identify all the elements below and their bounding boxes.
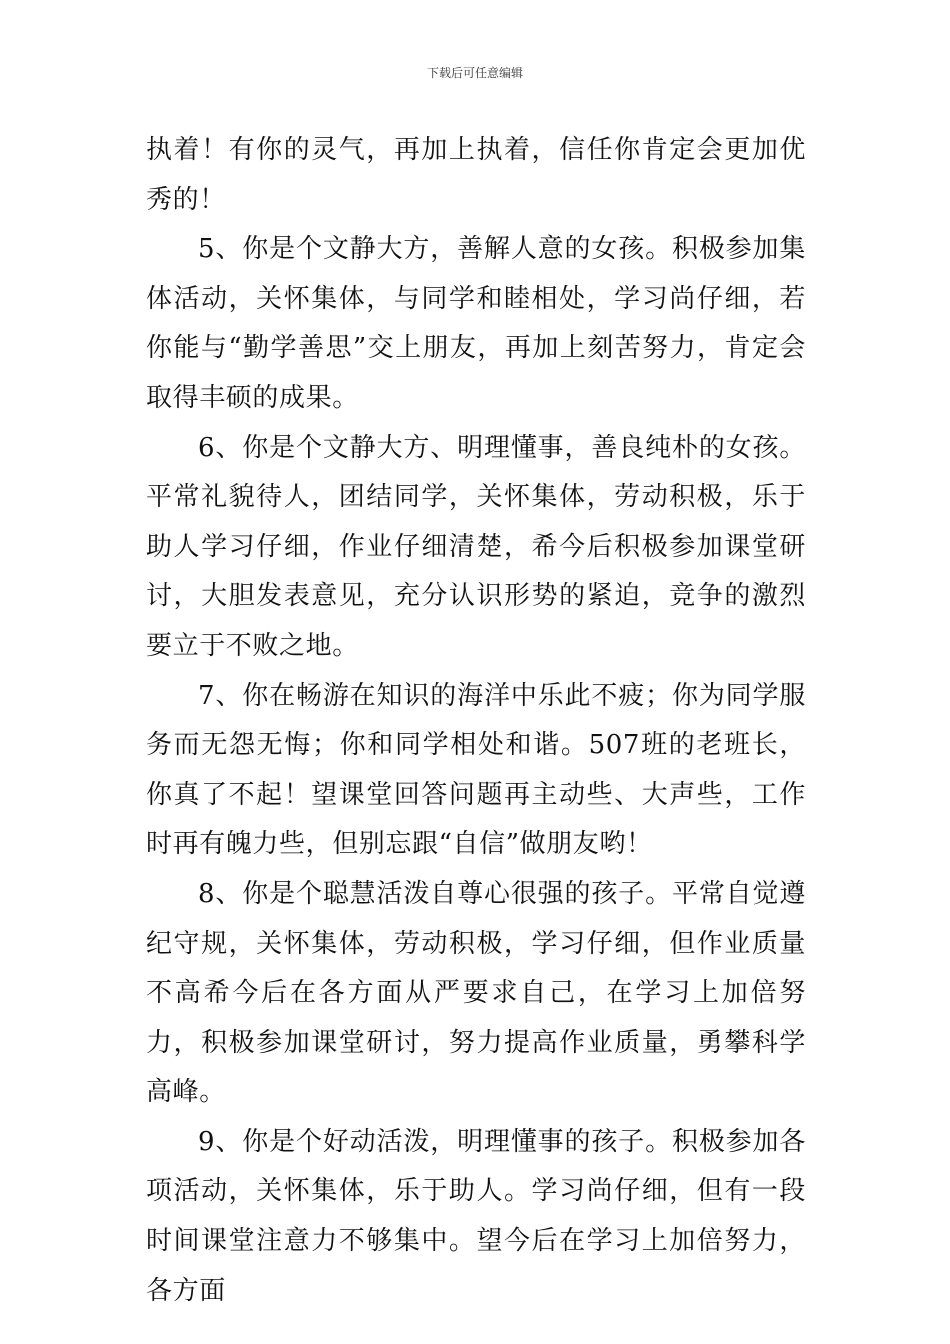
paragraph-continued: 执着！有你的灵气，再加上执着，信任你肯定会更加优秀的！	[146, 135, 806, 215]
paragraph-8: 8、你是个聪慧活泼自尊心很强的孩子。平常自觉遵纪守规，关怀集体，劳动积极，学习仔细，但作业质量不高希今后在各方面从严要求自己，在学习上加倍努力，积极参加课堂研讨，努力提高作业质量，勇攀科学高峰。	[146, 878, 806, 1108]
paragraph-6: 6、你是个文静大方、明理懂事，善良纯朴的女孩。平常礼貌待人，团结同学，关怀集体，劳动积极，乐于助人学习仔细，作业仔细清楚，希今后积极参加课堂研讨，大胆发表意见，充分认识形势的紧迫，竞争的激烈要立于不败之地。	[146, 432, 806, 661]
paragraph-7: 7、你在畅游在知识的海洋中乐此不疲；你为同学服务而无怨无悔；你和同学相处和谐。507班的老班长，你真了不起！望课堂回答问题再主动些、大声些，工作时再有魄力些，但别忘跟“自信”做朋友哟！	[146, 680, 806, 860]
page-header: 下载后可任意编辑	[426, 66, 523, 80]
paragraph-9: 9、你是个好动活泼，明理懂事的孩子。积极参加各项活动，关怀集体，乐于助人。学习尚仔细，但有一段时间课堂注意力不够集中。望今后在学习上加倍努力，各方面	[146, 1126, 806, 1306]
document-body	[146, 126, 806, 1316]
paragraph-5: 5、你是个文静大方，善解人意的女孩。积极参加集体活动，关怀集体，与同学和睦相处，学习尚仔细，若你能与“勤学善思”交上朋友，再加上刻苦努力，肯定会取得丰硕的成果。	[146, 234, 806, 413]
